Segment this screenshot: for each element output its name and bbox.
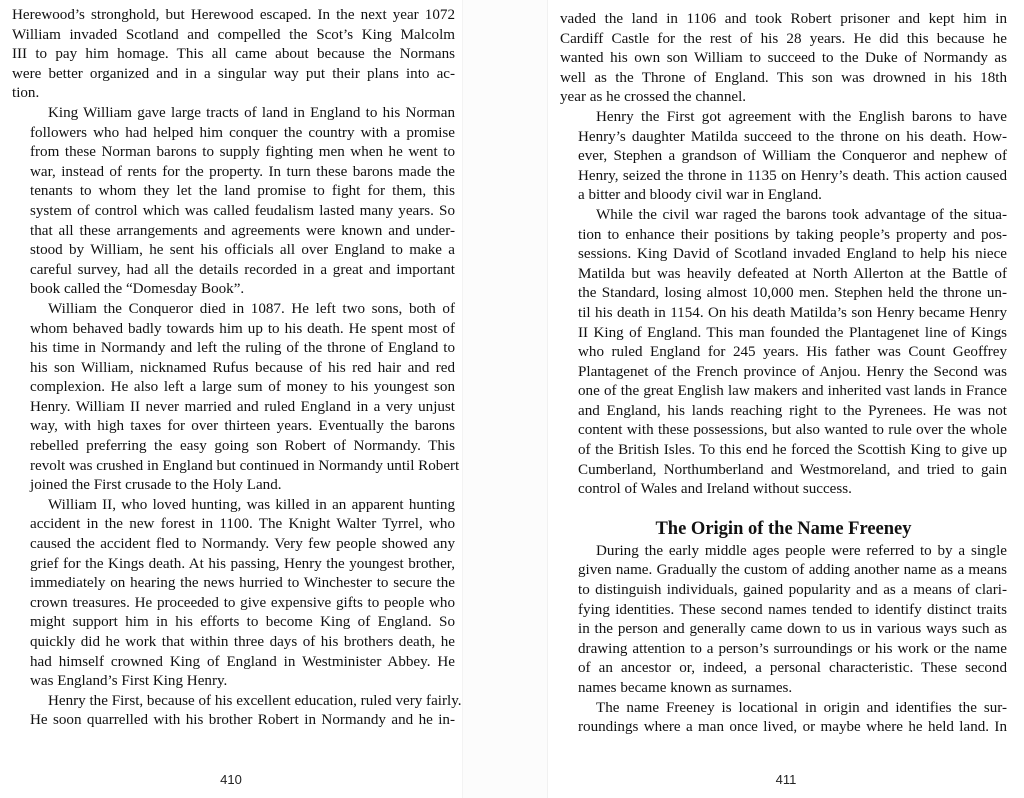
text-line: Henry the First got agreement with the English barons to have xyxy=(596,108,1007,125)
text-line: in the person and generally came down to us in various ways such as xyxy=(578,621,1007,638)
text-line: one of the great English law makers and inherited vast lands in France xyxy=(578,383,1007,400)
text-line: Herewood’s stronghold, but Herewood escaped. In the next year 1072 xyxy=(12,7,455,23)
text-line: were better organized and in a singular way put their plans into ac- xyxy=(12,65,455,82)
text-line: Cardiff Castle for the rest of his 28 years. He did this because he xyxy=(560,30,1007,47)
text-line: tion. xyxy=(12,85,40,102)
text-line: caused the accident fled to Normandy. Very few people showed any xyxy=(30,536,455,553)
text-line: vaded the land in 1106 and took Robert prisoner and kept him in xyxy=(560,11,1007,27)
text-line: whom behaved badly towards him up to his death. He spent most of xyxy=(30,320,455,337)
section-heading: The Origin of the Name Freeney xyxy=(655,518,912,539)
text-line: immediately on hearing the news hurried to Winchester to secure the xyxy=(30,575,455,592)
left-page-body xyxy=(12,6,462,731)
text-line: book called the “Domesday Book”. xyxy=(30,281,245,298)
text-line: drawing attention to a person’s surroundings or his work or the name xyxy=(578,640,1007,657)
text-line: who ruled England for 245 years. His father was Count Geoffrey xyxy=(578,344,1007,361)
text-line: might support him in his efforts to become King of England. So xyxy=(30,614,455,631)
left-page xyxy=(0,0,462,798)
text-line: III to pay him homage. This all came about because the Normans xyxy=(12,46,455,63)
text-line: til his death in 1154. On his death Matilda’s son Henry became Henry xyxy=(578,304,1007,321)
text-line: King William gave large tracts of land in England to his Norman xyxy=(48,104,455,121)
text-line: Henry, seized the throne in 1135 on Henry’s death. This action caused xyxy=(578,167,1007,184)
text-line: way, with high taxes for over thirteen years. Eventually the barons xyxy=(30,418,455,435)
text-line: Plantagenet of the French province of Anjou. Henry the Second was xyxy=(578,363,1007,380)
text-line: Matilda but was heavily defeated at North Allerton at the Battle of xyxy=(578,265,1007,282)
text-line: given name. Gradually the custom of adding another name as a means xyxy=(578,562,1007,579)
text-line: William the Conqueror died in 1087. He left two sons, both of xyxy=(48,300,455,317)
right-page xyxy=(548,0,1024,798)
text-line: William invaded Scotland and compelled the Scot’s King Malcolm xyxy=(12,26,455,43)
text-line: William II, who loved hunting, was killed in an apparent hunting xyxy=(48,496,455,513)
text-line: of the British Isles. To this end he forced the Scottish King to give up xyxy=(578,442,1007,459)
text-line: to distinguish individuals, gained popularity and as a means of clari- xyxy=(578,582,1007,599)
paragraph xyxy=(12,6,455,104)
text-line: crown treasures. He proceeded to give expensive gifts to people who xyxy=(30,594,455,611)
text-line: tion to enhance their positions by taking people’s property and pos- xyxy=(578,226,1007,243)
paragraph xyxy=(560,542,1007,699)
text-line: and England, his lands reaching right to the Pyrenees. He was not xyxy=(578,402,1007,419)
text-line: joined the First crusade to the Holy Land. xyxy=(30,477,282,494)
text-line: Henry. William II never married and ruled England in a very unjust xyxy=(30,398,455,415)
text-line: names became known as surnames. xyxy=(578,680,793,696)
text-line: his son William, nicknamed Rufus because of his red hair and red xyxy=(30,359,455,376)
text-line: fying identities. These second names tended to identify distinct traits xyxy=(578,601,1007,618)
text-line: from these Norman barons to supply fighting men when he went to xyxy=(30,144,455,161)
text-line: of an ancestor or, indeed, a personal characteristic. These second xyxy=(578,660,1007,677)
book-gutter xyxy=(462,0,548,798)
text-line: accident in the new forest in 1100. The Knight Walter Tyrrel, who xyxy=(30,516,455,533)
paragraph xyxy=(560,10,1007,108)
text-line: Cumberland, Northumberland and Westmoreland, and tried to gain xyxy=(578,461,1007,478)
text-line: ever, Stephen a grandson of William the Conqueror and nephew of xyxy=(578,148,1007,165)
paragraph xyxy=(12,496,455,692)
text-line: Henry’s daughter Matilda succeed to the throne on his death. How- xyxy=(578,128,1007,145)
text-line: grief for the Kings death. At his passing, Henry the youngest brother, xyxy=(30,555,455,572)
page-number-left: 410 xyxy=(220,772,242,787)
text-line: his time in Normandy and left the ruling of the throne of England to xyxy=(30,340,455,357)
text-line: roundings where a man once lived, or maybe where he held land. In xyxy=(578,719,1007,736)
text-line: While the civil war raged the barons took advantage of the situa- xyxy=(596,206,1007,223)
text-line: Henry the First, because of his excellent education, ruled very fairly. xyxy=(48,692,462,709)
paragraph xyxy=(560,206,1007,500)
text-line: wanted his own son William to succeed to the Duke of Normandy as xyxy=(560,50,1007,67)
text-line: the Standard, losing almost 10,000 men. Stephen held the throne un- xyxy=(578,285,1007,302)
text-line: year as he crossed the channel. xyxy=(560,89,747,106)
paragraph xyxy=(12,692,462,731)
text-line: complexion. He also left a large sum of money to his youngest son xyxy=(30,379,455,396)
text-line: careful survey, had all the details recorded in a great and important xyxy=(30,261,455,278)
text-line: war, instead of rents for the property. In turn these barons made the xyxy=(30,163,455,180)
text-line: followers who had helped him conquer the country with a promise xyxy=(30,124,455,141)
text-line: well as the Throne of England. This son was drowned in his 18th xyxy=(560,69,1007,86)
text-line: content with these possessions, but also wanted to rule over the whole xyxy=(578,422,1007,439)
page-number-right: 411 xyxy=(775,772,797,787)
text-line: stood by William, he sent his officials all over England to make a xyxy=(30,242,455,259)
text-line: He soon quarrelled with his brother Robert in Normandy and he in- xyxy=(30,712,455,729)
paragraph xyxy=(560,699,1007,738)
text-line: sessions. King David of Scotland invaded England to help his niece xyxy=(578,246,1007,263)
text-line: II King of England. This man founded the Plantagenet line of Kings xyxy=(578,324,1007,341)
text-line: During the early middle ages people were referred to by a single xyxy=(596,542,1007,559)
text-line: revolt was crushed in England but continued in Normandy until Robert xyxy=(30,457,460,474)
text-line: system of control which was called feudalism lasted many years. So xyxy=(30,202,455,219)
text-line: tenants to whom they let the land promise to fight for them, this xyxy=(30,183,455,200)
text-line: The name Freeney is locational in origin and identifies the sur- xyxy=(596,699,1007,716)
paragraph xyxy=(12,104,455,300)
text-line: was England’s First King Henry. xyxy=(30,673,228,690)
paragraph xyxy=(560,108,1007,206)
text-line: a bitter and bloody civil war in England. xyxy=(578,187,822,204)
paragraph xyxy=(12,300,460,496)
right-page-body xyxy=(560,10,1007,738)
text-line: had himself crowned King of England in Westminister Abbey. He xyxy=(30,653,455,670)
text-line: that all these arrangements and agreements were known and under- xyxy=(30,222,455,239)
text-line: quickly did he work that within three days of his brothers death, he xyxy=(30,634,455,650)
text-line: control of Wales and Ireland without success. xyxy=(578,481,852,498)
text-line: rebelled preferring the easy going son Robert of Normandy. This xyxy=(30,438,455,455)
